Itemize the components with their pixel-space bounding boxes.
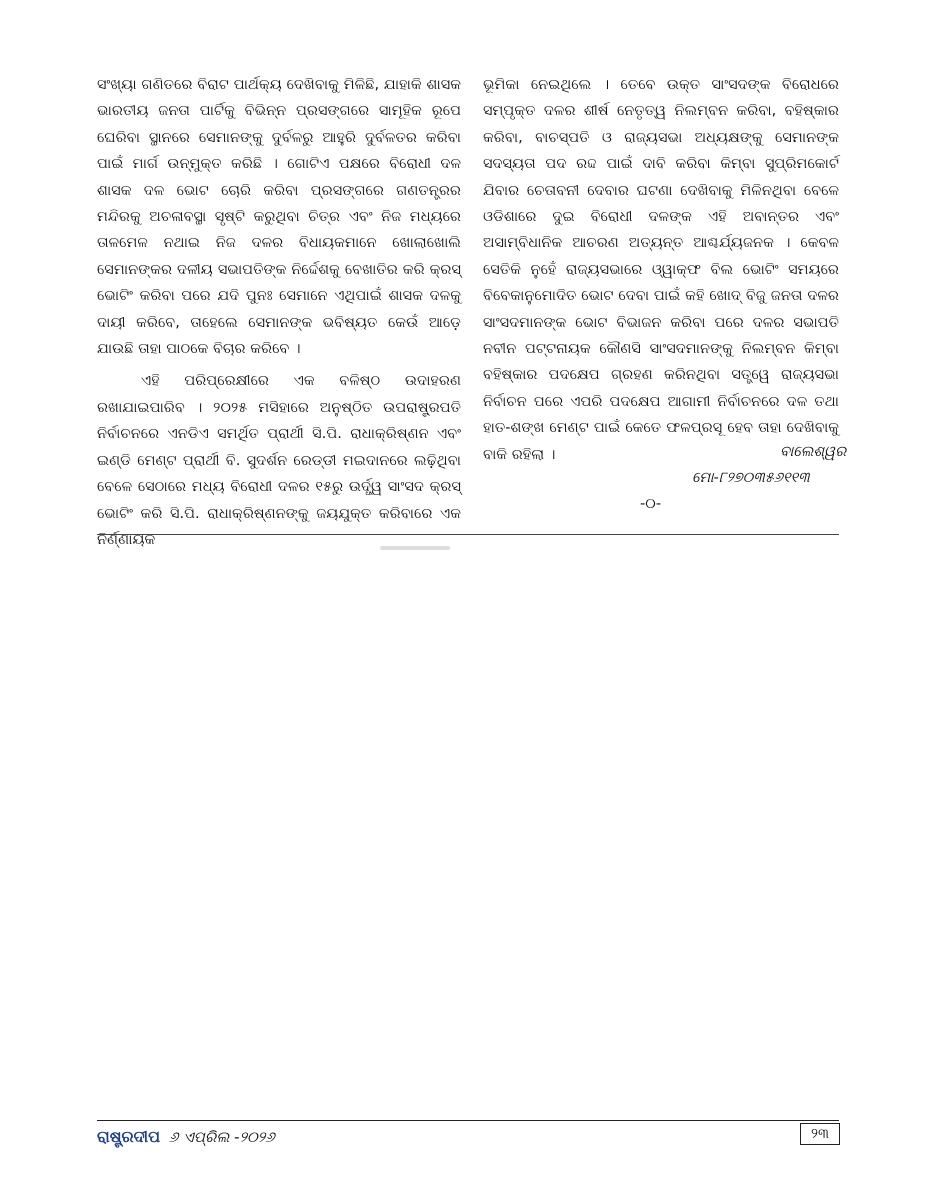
print-smudge bbox=[380, 546, 450, 550]
author-phone: ମୋ-୮୨୭୦୩୫୬୧୧୩ bbox=[692, 469, 810, 486]
footer bbox=[97, 1126, 275, 1148]
page-number: ୨୩ bbox=[800, 1123, 840, 1145]
article-left-column bbox=[97, 72, 461, 553]
issue-date: ୬ ଏପ୍ରିଲ -୨୦୨୬ bbox=[168, 1128, 275, 1146]
right-paragraph-1: ଭୂମିକା ନେଇଥିଲେ । ତେବେ ଉକ୍ତ ସାଂସଦଙ୍କ ବିରୋଧରେ ସମ୍ପୃକ୍ତ ଦଳର ଶୀର୍ଷ ନେତୃତ୍ୱ ନିଲମ୍ବନ କରିବା, ବହିଷ୍କାର କରିବା, ବାଚସ୍ପତି ଓ ରାଜ୍ୟସଭା ଅଧ୍ୟକ୍ଷଙ୍କୁ ସେମାନଙ୍କ ସଦସ୍ୟତା ପଦ ରଦ୍ଦ ପାଇଁ ଦାବି କରିବା କିମ୍ବା ସୁପ୍ରିମକୋର୍ଟ ଯିବାର ଚେତାବନୀ ଦେବାର ଘଟଣା ଦେଖିବାକୁ ମିଳିନଥିବା ବେଳେ ଓଡିଶାରେ ଦୁଇ ବିରୋଧୀ ଦଳଙ୍କ ଏହି ଅବାନ୍ତର ଏବଂ ଅସାମ୍ବିଧାନିକ ଆଚରଣ ଅତ୍ୟନ୍ତ ଆଶ୍ଚର୍ଯ୍ୟଜନକ । କେବଳ ସେତିକି ନୁହେଁ ରାଜ୍ୟସଭାରେ ଓ୍ୱାକ୍‌ଫ ବିଲ ଭୋଟିଂ ସମୟରେ ବିବେକାନୁମୋଦିତ ଭୋଟ ଦେବା ପାଇଁ କହି ଖୋଦ୍ ବିଜୁ ଜନତା ଦଳର ସାଂସଦମାନଙ୍କ ଭୋଟ ବିଭାଜନ କରିବା ପରେ ଦଳର ସଭାପତି ନବୀନ ପଟ୍ଟନାୟକ କୌଣସି ସାଂସଦମାନଙ୍କୁ ନିଲମ୍ବନ କିମ୍ବା ବହିଷ୍କାର ପଦକ୍ଷେପ ଗ୍ରହଣ କରିନଥିବା ସତ୍ତ୍ୱେ ରାଜ୍ୟସଭା ନିର୍ବାଚନ ପରେ ଏପରି ପଦକ୍ଷେପ ଆଗାମୀ ନିର୍ବାଚନରେ ଦଳ ତଥା ହାତ-ଶଙ୍ଖ ମେଣ୍ଟ ପାଇଁ କେତେ ଫଳପ୍ରସୂ ହେବ ତାହା ଦେଖିବାକୁ ବାକି ରହିଲା । bbox=[483, 76, 839, 463]
left-paragraph-2: ଏହି ପରିପ୍ରେକ୍ଷୀରେ ଏକ ବଳିଷ୍ଠ ଉଦାହରଣ ରଖାଯାଇପାରିବ । ୨୦୨୫ ମସିହାରେ ଅନୁଷ୍ଠିତ ଉପରାଷ୍ଟ୍ରପତି ନିର୍ବାଚନରେ ଏନଡିଏ ସମର୍ଥିତ ପ୍ରାର୍ଥୀ ସି.ପି. ରାଧାକ୍ରିଷ୍ଣନ ଏବଂ ଇଣ୍ଡି ମେଣ୍ଟ ପ୍ରାର୍ଥୀ ବି. ସୁଦର୍ଶନ ରେଡ୍ଡୀ ମଇଦାନରେ ଲଢ଼ିଥିବା ବେଳେ ସେଠାରେ ମଧ୍ୟ ବିରୋଧୀ ଦଳର ୧୫ରୁ ଉର୍ଦ୍ଧ୍ୱ ସାଂସଦ କ୍ରସ୍ ଭୋଟିଂ କରି ସି.ପି. ରାଧାକ୍ରିଷ୍ଣନଙ୍କୁ ଜୟଯୁକ୍ତ କରିବାରେ ଏକ ନିର୍ଣ୍ଣାୟକ bbox=[97, 372, 461, 548]
magazine-title: ରାଷ୍ଟ୍ରଦୀପ bbox=[97, 1127, 161, 1146]
left-paragraph-1: ସଂଖ୍ୟା ଗଣିତରେ ବିରାଟ ପାର୍ଥକ୍ୟ ଦେଖିବାକୁ ମିଳିଛି, ଯାହାକି ଶାସକ ଭାରତୀୟ ଜନତା ପାର୍ଟିକୁ ବିଭିନ୍ନ ପ୍ରସଙ୍ଗରେ ସାମୂହିକ ରୂପେ ଘେରିବା ସ୍ଥାନରେ ସେମାନଙ୍କୁ ଦୁର୍ବଳରୁ ଆହୁରି ଦୁର୍ବଳତର କରିବା ପାଇଁ ମାର୍ଗ ଉନ୍ମୁକ୍ତ କରିଛି । ଗୋଟିଏ ପକ୍ଷରେ ବିରୋଧୀ ଦଳ ଶାସକ ଦଳ ଭୋଟ ଚୋରି କରିବା ପ୍ରସଙ୍ଗରେ ଗଣତନ୍ତ୍ରର ମନ୍ଦିରକୁ ଅଚଳାବସ୍ଥା ସୃଷ୍ଟି କରୁଥିବା ଚିତ୍ର ଏବଂ ନିଜ ମଧ୍ୟରେ ତାଳମେଳ ନଥାଇ ନିଜ ଦଳର ବିଧାୟକମାନେ ଖୋଲାଖୋଲି ସେମାନଙ୍କର ଦଳୀୟ ସଭାପତିଙ୍କ ନିର୍ଦ୍ଦେଶକୁ ବେଖାତିର କରି କ୍ରସ୍ ଭୋଟିଂ କରିବା ପରେ ଯଦି ପୁନଃ ସେମାନେ ଏଥିପାଇଁ ଶାସକ ଦଳକୁ ଦାୟୀ କରିବେ, ତାହେଲେ ସେମାନଙ୍କ ଭବିଷ୍ୟତ କେଉଁ ଆଡ଼େ ଯାଉଛି ତାହା ପାଠକେ ବିଚାର କରିବେ । bbox=[97, 76, 461, 358]
section-divider bbox=[97, 534, 839, 535]
article-end-mark: -୦- bbox=[640, 495, 662, 512]
article-right-column bbox=[483, 72, 839, 468]
footer-divider bbox=[97, 1120, 839, 1121]
author-place: ବାଲେଶ୍ୱର bbox=[780, 443, 847, 460]
